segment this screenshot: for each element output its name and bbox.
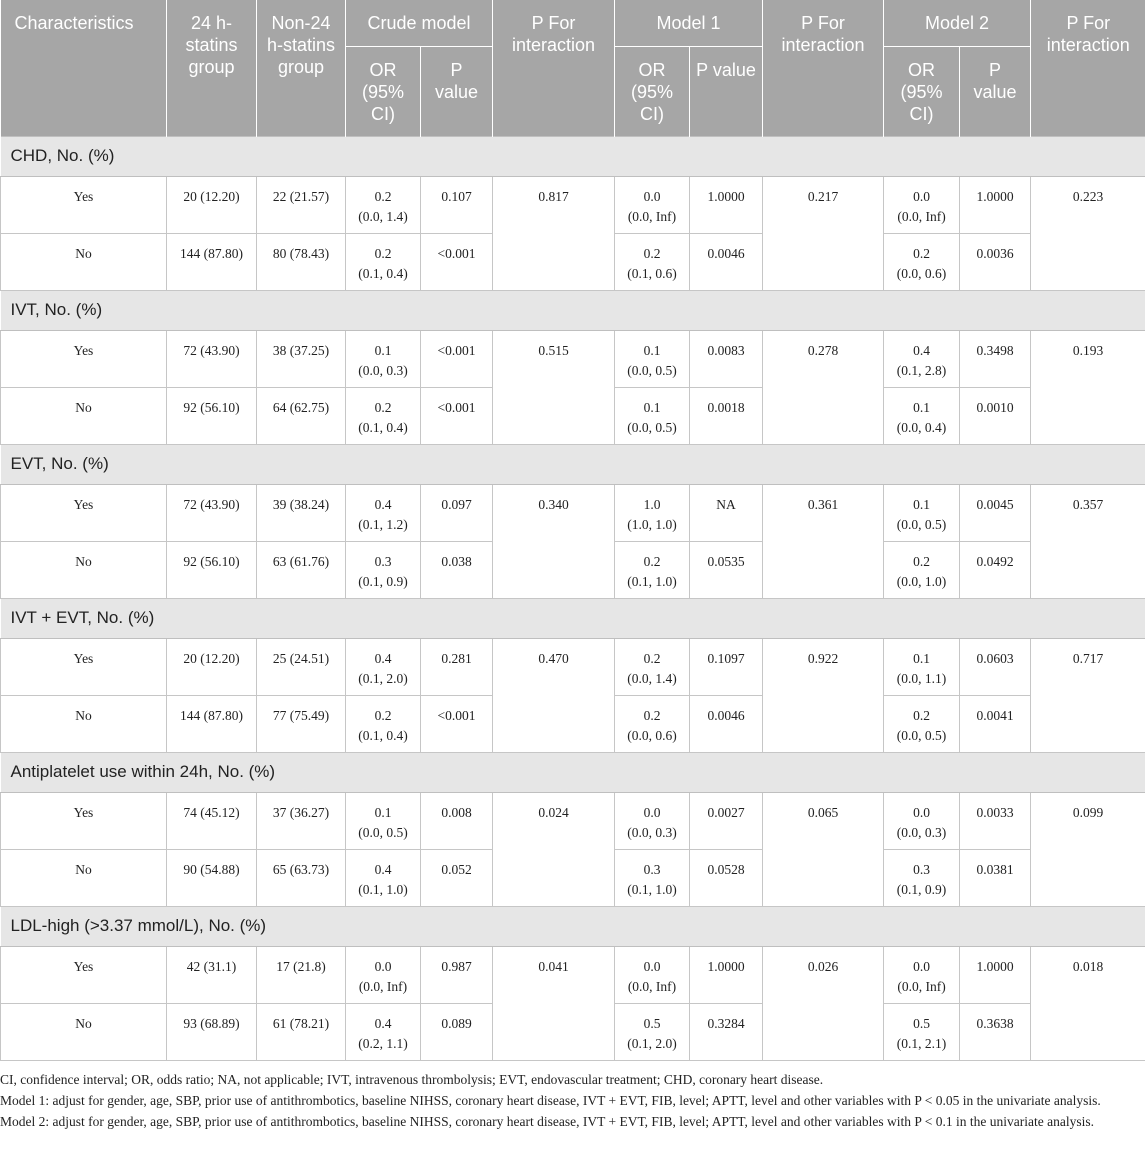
header-non-24h-statins: Non-24 h-statins group	[257, 0, 346, 136]
cell-24h-statins: 93 (68.89)	[167, 1003, 257, 1060]
table-row	[1, 484, 1145, 541]
cell-model2-or: 0.1 (0.0, 0.4)	[884, 387, 960, 444]
footnotes	[0, 1061, 1145, 1132]
cell-p-interaction-crude	[493, 1003, 615, 1060]
cell-p-interaction-crude	[493, 849, 615, 906]
cell-model2-or: 0.0 (0.0, 0.3)	[884, 792, 960, 849]
cell-model1-or: 0.2 (0.0, 0.6)	[615, 695, 690, 752]
cell-model2-p: 0.0603	[960, 638, 1031, 695]
cell-crude-p: 0.008	[421, 792, 493, 849]
cell-model2-p: 1.0000	[960, 176, 1031, 233]
cell-crude-p: <0.001	[421, 695, 493, 752]
header-24h-statins: 24 h-statins group	[167, 0, 257, 136]
cell-model1-p: 0.0046	[690, 233, 763, 290]
section-title: Antiplatelet use within 24h, No. (%)	[1, 752, 1145, 792]
cell-model1-p: 0.0535	[690, 541, 763, 598]
cell-model1-p: 0.0027	[690, 792, 763, 849]
cell-model1-or: 0.0 (0.0, Inf)	[615, 176, 690, 233]
cell-crude-p: <0.001	[421, 233, 493, 290]
cell-model2-or: 0.2 (0.0, 0.6)	[884, 233, 960, 290]
cell-model2-p: 0.0010	[960, 387, 1031, 444]
row-label: Yes	[1, 330, 167, 387]
section-title: IVT + EVT, No. (%)	[1, 598, 1145, 638]
cell-model1-p: 0.0018	[690, 387, 763, 444]
cell-model2-p: 0.0045	[960, 484, 1031, 541]
cell-crude-or: 0.0 (0.0, Inf)	[346, 946, 421, 1003]
cell-p-interaction-model1: 0.361	[763, 484, 884, 541]
cell-crude-or: 0.4 (0.1, 1.0)	[346, 849, 421, 906]
cell-non-24h-statins: 25 (24.51)	[257, 638, 346, 695]
cell-model1-or: 0.2 (0.1, 0.6)	[615, 233, 690, 290]
cell-crude-p: 0.089	[421, 1003, 493, 1060]
cell-crude-p: 0.281	[421, 638, 493, 695]
cell-model2-p: 0.3638	[960, 1003, 1031, 1060]
cell-24h-statins: 74 (45.12)	[167, 792, 257, 849]
cell-model2-or: 0.4 (0.1, 2.8)	[884, 330, 960, 387]
cell-model2-or: 0.2 (0.0, 0.5)	[884, 695, 960, 752]
cell-p-interaction-crude: 0.515	[493, 330, 615, 387]
cell-model2-or: 0.0 (0.0, Inf)	[884, 176, 960, 233]
table-row	[1, 330, 1145, 387]
header-p-interaction-crude: P For interaction	[493, 0, 615, 136]
cell-non-24h-statins: 22 (21.57)	[257, 176, 346, 233]
header-characteristics: Characteristics	[1, 0, 167, 136]
cell-model1-p: 0.0083	[690, 330, 763, 387]
cell-model1-p: 0.1097	[690, 638, 763, 695]
cell-crude-p: 0.987	[421, 946, 493, 1003]
cell-crude-p: 0.052	[421, 849, 493, 906]
table-row	[1, 946, 1145, 1003]
cell-crude-or: 0.4 (0.2, 1.1)	[346, 1003, 421, 1060]
cell-24h-statins: 144 (87.80)	[167, 233, 257, 290]
cell-p-interaction-crude	[493, 387, 615, 444]
cell-model1-p: 1.0000	[690, 946, 763, 1003]
cell-model2-or: 0.5 (0.1, 2.1)	[884, 1003, 960, 1060]
header-crude-model: Crude model	[346, 0, 493, 46]
cell-p-interaction-model1	[763, 1003, 884, 1060]
table-row	[1, 792, 1145, 849]
cell-p-interaction-crude: 0.041	[493, 946, 615, 1003]
cell-p-interaction-model1: 0.065	[763, 792, 884, 849]
cell-p-interaction-model1	[763, 233, 884, 290]
cell-model1-or: 0.2 (0.0, 1.4)	[615, 638, 690, 695]
cell-non-24h-statins: 63 (61.76)	[257, 541, 346, 598]
table-row	[1, 695, 1145, 752]
row-label: No	[1, 233, 167, 290]
row-label: No	[1, 541, 167, 598]
cell-24h-statins: 144 (87.80)	[167, 695, 257, 752]
cell-p-interaction-model1	[763, 849, 884, 906]
cell-24h-statins: 20 (12.20)	[167, 176, 257, 233]
cell-p-interaction-model1	[763, 387, 884, 444]
cell-p-interaction-model2: 0.223	[1031, 176, 1145, 233]
section-row	[1, 136, 1145, 176]
cell-24h-statins: 72 (43.90)	[167, 330, 257, 387]
row-label: Yes	[1, 484, 167, 541]
cell-model1-or: 0.2 (0.1, 1.0)	[615, 541, 690, 598]
header-model1: Model 1	[615, 0, 763, 46]
cell-non-24h-statins: 39 (38.24)	[257, 484, 346, 541]
cell-p-interaction-crude: 0.817	[493, 176, 615, 233]
header-model1-or: OR (95% CI)	[615, 46, 690, 136]
cell-p-interaction-model2	[1031, 387, 1145, 444]
cell-model2-p: 0.0041	[960, 695, 1031, 752]
cell-model2-or: 0.2 (0.0, 1.0)	[884, 541, 960, 598]
cell-p-interaction-model2: 0.357	[1031, 484, 1145, 541]
cell-model1-p: 1.0000	[690, 176, 763, 233]
cell-crude-or: 0.4 (0.1, 2.0)	[346, 638, 421, 695]
cell-model1-p: NA	[690, 484, 763, 541]
row-label: No	[1, 1003, 167, 1060]
section-title: IVT, No. (%)	[1, 290, 1145, 330]
table-body	[1, 136, 1145, 1060]
cell-model2-or: 0.0 (0.0, Inf)	[884, 946, 960, 1003]
cell-model1-p: 0.0046	[690, 695, 763, 752]
cell-model1-p: 0.3284	[690, 1003, 763, 1060]
cell-model2-or: 0.3 (0.1, 0.9)	[884, 849, 960, 906]
section-row	[1, 906, 1145, 946]
cell-model1-or: 0.0 (0.0, Inf)	[615, 946, 690, 1003]
cell-24h-statins: 92 (56.10)	[167, 387, 257, 444]
cell-crude-p: <0.001	[421, 330, 493, 387]
cell-24h-statins: 90 (54.88)	[167, 849, 257, 906]
cell-non-24h-statins: 17 (21.8)	[257, 946, 346, 1003]
cell-24h-statins: 72 (43.90)	[167, 484, 257, 541]
header-model2: Model 2	[884, 0, 1031, 46]
header-p-interaction-model1: P For interaction	[763, 0, 884, 136]
cell-non-24h-statins: 38 (37.25)	[257, 330, 346, 387]
cell-model2-p: 0.0381	[960, 849, 1031, 906]
cell-non-24h-statins: 61 (78.21)	[257, 1003, 346, 1060]
cell-model1-or: 0.1 (0.0, 0.5)	[615, 387, 690, 444]
section-title: CHD, No. (%)	[1, 136, 1145, 176]
header-model1-p: P value	[690, 46, 763, 136]
row-label: Yes	[1, 792, 167, 849]
section-title: LDL-high (>3.37 mmol/L), No. (%)	[1, 906, 1145, 946]
cell-24h-statins: 20 (12.20)	[167, 638, 257, 695]
cell-crude-p: 0.097	[421, 484, 493, 541]
cell-crude-p: 0.038	[421, 541, 493, 598]
cell-crude-or: 0.2 (0.1, 0.4)	[346, 387, 421, 444]
cell-model2-p: 0.3498	[960, 330, 1031, 387]
cell-model1-or: 0.0 (0.0, 0.3)	[615, 792, 690, 849]
cell-24h-statins: 92 (56.10)	[167, 541, 257, 598]
cell-p-interaction-model2	[1031, 1003, 1145, 1060]
cell-model1-or: 0.5 (0.1, 2.0)	[615, 1003, 690, 1060]
header-model2-or: OR (95% CI)	[884, 46, 960, 136]
footnote-abbreviations: CI, confidence interval; OR, odds ratio; NA, not applicable; IVT, intravenous thrombolysis; EVT, endovascular treatment; CHD, coronary heart disease.	[0, 1071, 824, 1087]
cell-crude-or: 0.3 (0.1, 0.9)	[346, 541, 421, 598]
cell-non-24h-statins: 64 (62.75)	[257, 387, 346, 444]
row-label: Yes	[1, 176, 167, 233]
cell-non-24h-statins: 37 (36.27)	[257, 792, 346, 849]
cell-model1-or: 0.3 (0.1, 1.0)	[615, 849, 690, 906]
cell-p-interaction-crude	[493, 233, 615, 290]
cell-non-24h-statins: 80 (78.43)	[257, 233, 346, 290]
cell-p-interaction-model1: 0.026	[763, 946, 884, 1003]
cell-p-interaction-model2: 0.099	[1031, 792, 1145, 849]
header-crude-p: P value	[421, 46, 493, 136]
table-row	[1, 638, 1145, 695]
cell-model2-or: 0.1 (0.0, 1.1)	[884, 638, 960, 695]
table-header	[1, 0, 1145, 136]
cell-p-interaction-model2	[1031, 233, 1145, 290]
cell-crude-or: 0.2 (0.1, 0.4)	[346, 233, 421, 290]
cell-crude-or: 0.4 (0.1, 1.2)	[346, 484, 421, 541]
footnote-model2: Model 2: adjust for gender, age, SBP, prior use of antithrombotics, baseline NIHSS, coronary heart disease, IVT + EVT, FIB, level; APTT, level and other variables with P < 0.1 in the univariate analysis.	[0, 1113, 1094, 1129]
cell-24h-statins: 42 (31.1)	[167, 946, 257, 1003]
cell-p-interaction-crude: 0.470	[493, 638, 615, 695]
section-row	[1, 444, 1145, 484]
cell-crude-or: 0.1 (0.0, 0.5)	[346, 792, 421, 849]
cell-p-interaction-model2	[1031, 541, 1145, 598]
section-row	[1, 290, 1145, 330]
cell-model2-p: 0.0492	[960, 541, 1031, 598]
section-row	[1, 598, 1145, 638]
table-row	[1, 1003, 1145, 1060]
cell-p-interaction-model1: 0.922	[763, 638, 884, 695]
cell-crude-or: 0.1 (0.0, 0.3)	[346, 330, 421, 387]
table-row	[1, 176, 1145, 233]
cell-crude-p: <0.001	[421, 387, 493, 444]
cell-p-interaction-crude: 0.024	[493, 792, 615, 849]
row-label: No	[1, 387, 167, 444]
cell-non-24h-statins: 77 (75.49)	[257, 695, 346, 752]
header-model2-p: P value	[960, 46, 1031, 136]
row-label: Yes	[1, 638, 167, 695]
cell-p-interaction-model2: 0.193	[1031, 330, 1145, 387]
cell-model2-p: 0.0033	[960, 792, 1031, 849]
cell-non-24h-statins: 65 (63.73)	[257, 849, 346, 906]
table-row	[1, 541, 1145, 598]
cell-model1-or: 1.0 (1.0, 1.0)	[615, 484, 690, 541]
row-label: No	[1, 849, 167, 906]
section-row	[1, 752, 1145, 792]
cell-model2-or: 0.1 (0.0, 0.5)	[884, 484, 960, 541]
header-crude-or: OR (95% CI)	[346, 46, 421, 136]
cell-p-interaction-crude	[493, 541, 615, 598]
cell-crude-or: 0.2 (0.1, 0.4)	[346, 695, 421, 752]
cell-crude-p: 0.107	[421, 176, 493, 233]
cell-p-interaction-model2: 0.717	[1031, 638, 1145, 695]
cell-model1-or: 0.1 (0.0, 0.5)	[615, 330, 690, 387]
cell-p-interaction-model1	[763, 541, 884, 598]
cell-model2-p: 0.0036	[960, 233, 1031, 290]
footnote-model1: Model 1: adjust for gender, age, SBP, prior use of antithrombotics, baseline NIHSS, coronary heart disease, IVT + EVT, FIB, level; APTT, level and other variables with P < 0.05 in the univariate analysis.	[0, 1092, 1101, 1108]
table-row	[1, 849, 1145, 906]
cell-model1-p: 0.0528	[690, 849, 763, 906]
cell-crude-or: 0.2 (0.0, 1.4)	[346, 176, 421, 233]
cell-p-interaction-crude	[493, 695, 615, 752]
cell-p-interaction-model1: 0.278	[763, 330, 884, 387]
cell-p-interaction-model1	[763, 695, 884, 752]
row-label: No	[1, 695, 167, 752]
header-p-interaction-model2: P For interaction	[1031, 0, 1145, 136]
cell-p-interaction-model1: 0.217	[763, 176, 884, 233]
table-row	[1, 387, 1145, 444]
cell-p-interaction-model2	[1031, 695, 1145, 752]
row-label: Yes	[1, 946, 167, 1003]
cell-p-interaction-model2: 0.018	[1031, 946, 1145, 1003]
table-row	[1, 233, 1145, 290]
cell-p-interaction-crude: 0.340	[493, 484, 615, 541]
cell-model2-p: 1.0000	[960, 946, 1031, 1003]
cell-p-interaction-model2	[1031, 849, 1145, 906]
section-title: EVT, No. (%)	[1, 444, 1145, 484]
